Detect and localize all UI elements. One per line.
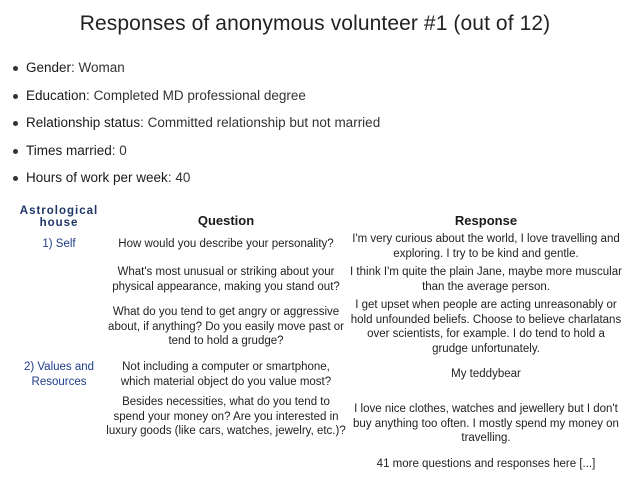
- question-cell: What's most unusual or striking about your physical appearance, making you stand out?: [112, 266, 340, 293]
- attribute-relationship: Relationship status: Committed relationship but not married: [12, 109, 380, 137]
- attribute-key: Hours of work per week: [26, 170, 168, 186]
- attribute-key: Times married: [26, 142, 112, 158]
- attribute-value: 40: [175, 170, 191, 186]
- more-questions-link[interactable]: 41 more questions and responses here [...]: [376, 458, 596, 470]
- response-cell: My teddybear: [451, 368, 521, 380]
- response-cell: I love nice clothes, watches and jewellery but I don't buy anything too often. I mostly spend my money on travelling.: [353, 403, 619, 444]
- attribute-value: Woman: [78, 60, 125, 75]
- column-header-response: Response: [454, 213, 518, 228]
- attribute-key: Relationship status: [26, 115, 141, 131]
- response-cell: I'm very curious about the world, I love travelling and exploring. I try to be kind and gentle.: [352, 233, 620, 260]
- response-cell: I get upset when people are acting unreasonably or hold unfounded beliefs. Choose to believe charlatans over scientists, for example. I do tend to hold a grudge unfortunately.: [350, 299, 622, 355]
- attribute-gender: Gender: Woman: [12, 54, 380, 82]
- column-header-question: Question: [197, 213, 255, 228]
- attribute-key: Education: [26, 87, 87, 103]
- response-cell: I think I'm quite the plain Jane, maybe more muscular than the average person.: [350, 266, 622, 293]
- attribute-value: Completed MD professional degree: [93, 87, 306, 103]
- attribute-value: Committed relationship but not married: [147, 115, 381, 131]
- question-cell: How would you describe your personality?: [118, 238, 334, 250]
- attribute-hours-work: Hours of work per week: 40: [12, 164, 380, 192]
- question-cell: Not including a computer or smartphone, which material object do you value most?: [120, 361, 332, 388]
- question-cell: What do you tend to get angry or aggressive about, if anything? Do you easily move past or tend to hold a grudge?: [108, 306, 344, 347]
- question-cell: Besides necessities, what do you tend to spend your money on? Are you interested in luxury goods (like cars, watches, jewelry, etc.)?: [106, 396, 346, 437]
- attribute-value: 0: [119, 142, 127, 158]
- attribute-education: Education: Completed MD professional degree: [12, 82, 380, 110]
- house-label: 1) Self: [42, 238, 76, 250]
- attribute-times-married: Times married: 0: [12, 137, 380, 165]
- attribute-list: [12, 54, 380, 192]
- column-header-house: Astrological house: [19, 205, 99, 229]
- house-label: 2) Values and Resources: [23, 361, 95, 388]
- more-questions-link-container: [350, 458, 622, 470]
- attribute-key: Gender: [26, 60, 72, 75]
- page-title: Responses of anonymous volunteer #1 (out of 12): [79, 12, 551, 35]
